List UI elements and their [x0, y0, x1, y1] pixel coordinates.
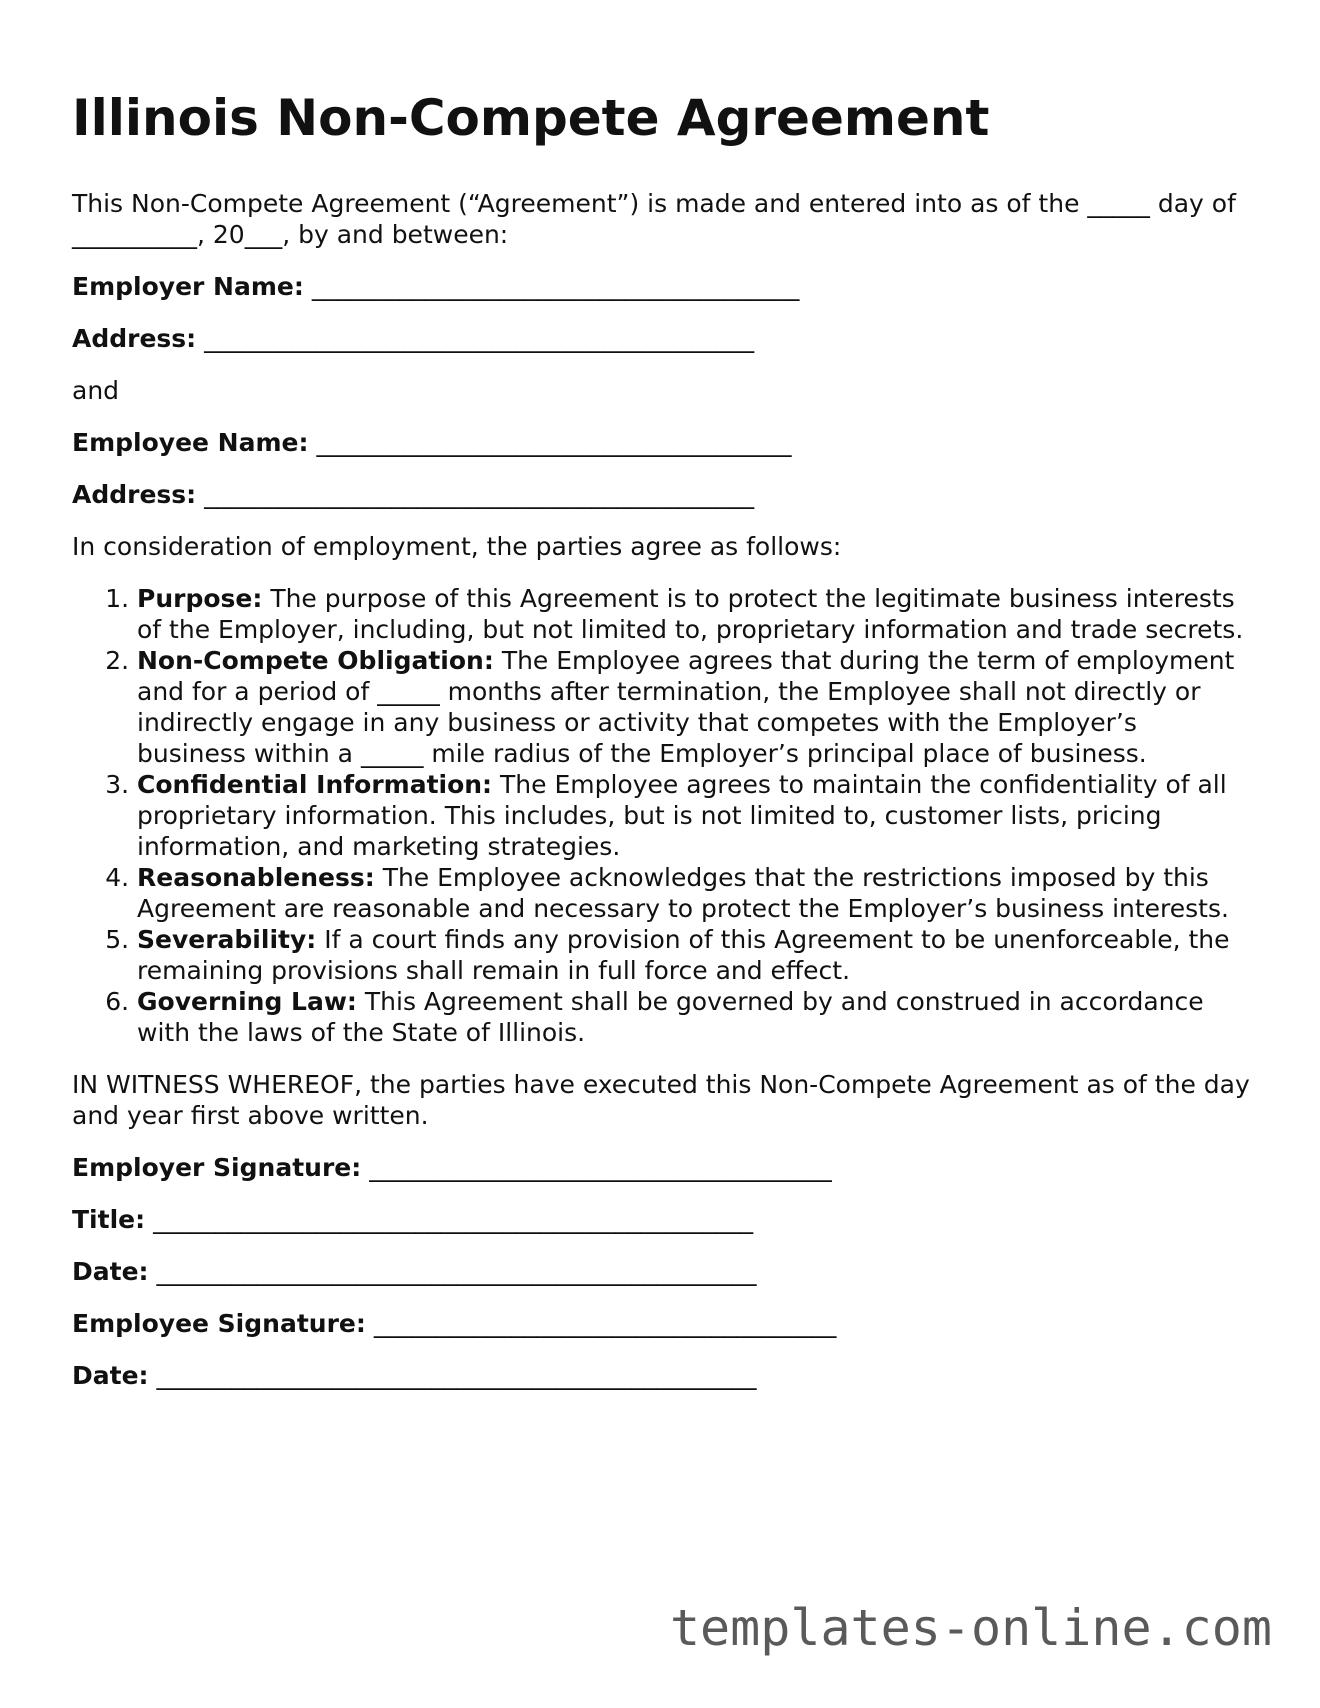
clause-non-compete — [137, 645, 1252, 769]
employer-date-field — [72, 1256, 1252, 1287]
clause-confidential — [137, 769, 1252, 862]
watermark: templates-online.com — [669, 1599, 1272, 1657]
clause-text: If a court finds any provision of this Agreement to be unenforceable, the remaining provisions shall remain in full force and effect. — [137, 925, 1230, 985]
and-text: and — [72, 376, 120, 405]
title-blank: ________________________________________________ — [153, 1205, 754, 1234]
employee-name-label: Employee Name: — [72, 428, 309, 457]
employee-address-blank: ____________________________________________ — [204, 480, 755, 509]
intro-paragraph: This Non-Compete Agreement (“Agreement”) is made and entered into as of the _____ day of __________, 20___, by and between: — [72, 189, 1236, 249]
clause-text: The Employee agrees that during the term of employment and for a period of _____ months after termination, the Employee shall not directly or indirectly engage in any business or activity that competes with the Employer’s business within a _____ mile radius of the Employer’s principal place of business. — [137, 646, 1235, 768]
clause-reasonableness — [137, 862, 1252, 924]
employee-name-blank: ______________________________________ — [316, 428, 792, 457]
clause-title: Reasonableness: — [137, 863, 375, 892]
clause-text: The Employee acknowledges that the restrictions imposed by this Agreement are reasonable and necessary to protect the Employer’s business interests. — [137, 863, 1229, 923]
employee-signature-blank: _____________________________________ — [373, 1309, 837, 1338]
employee-date-field — [72, 1360, 1252, 1391]
employee-address-label: Address: — [72, 480, 197, 509]
agreement-body — [72, 188, 1252, 1391]
employer-date-blank: ________________________________________________ — [156, 1257, 757, 1286]
clause-text: This Agreement shall be governed by and construed in accordance with the laws of the State of Illinois. — [137, 987, 1204, 1047]
employer-address-blank: ____________________________________________ — [204, 324, 755, 353]
employer-date-label: Date: — [72, 1257, 149, 1286]
title-field — [72, 1204, 1252, 1235]
employee-date-blank: ________________________________________________ — [156, 1361, 757, 1390]
clause-list — [72, 583, 1252, 1048]
employee-address-field — [72, 479, 1252, 510]
employee-signature-field — [72, 1308, 1252, 1339]
clause-governing-law — [137, 986, 1252, 1048]
employee-signature-label: Employee Signature: — [72, 1309, 366, 1338]
employer-address-label: Address: — [72, 324, 197, 353]
employer-name-field — [72, 271, 1252, 302]
page-title: Illinois Non-Compete Agreement — [72, 89, 990, 147]
clause-purpose — [137, 583, 1252, 645]
employee-name-field — [72, 427, 1252, 458]
employer-signature-field — [72, 1152, 1252, 1183]
employee-date-label: Date: — [72, 1361, 149, 1390]
clause-title: Purpose: — [137, 584, 263, 613]
clause-title: Non-Compete Obligation: — [137, 646, 494, 675]
clause-title: Governing Law: — [137, 987, 357, 1016]
clause-text: The Employee agrees to maintain the confidentiality of all proprietary information. This includes, but is not limited to, customer lists, pricing information, and marketing strategies. — [137, 770, 1227, 861]
employer-address-field — [72, 323, 1252, 354]
title-label: Title: — [72, 1205, 146, 1234]
employer-signature-label: Employer Signature: — [72, 1153, 362, 1182]
clause-severability — [137, 924, 1252, 986]
clause-text: The purpose of this Agreement is to protect the legitimate business interests of the Employer, including, but not limited to, proprietary information and trade secrets. — [137, 584, 1244, 644]
clause-title: Confidential Information: — [137, 770, 493, 799]
clause-title: Severability: — [137, 925, 317, 954]
employer-name-label: Employer Name: — [72, 272, 304, 301]
employer-signature-blank: _____________________________________ — [369, 1153, 832, 1182]
consideration-text: In consideration of employment, the parties agree as follows: — [72, 532, 842, 561]
witness-paragraph: IN WITNESS WHEREOF, the parties have executed this Non-Compete Agreement as of the day and year first above written. — [72, 1070, 1250, 1130]
employer-name-blank: _______________________________________ — [311, 272, 800, 301]
